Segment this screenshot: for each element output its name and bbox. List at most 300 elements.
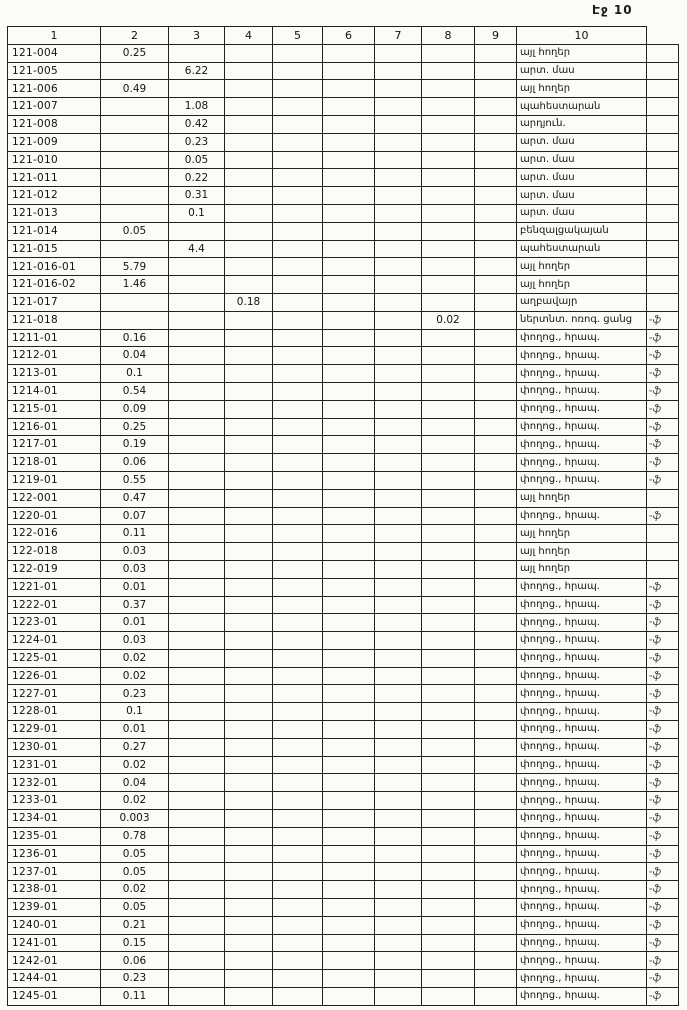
table-row [8,952,679,970]
value-cell [475,454,517,472]
land-use-label: փողոց., հրապ. [517,382,647,400]
land-use-label: փողոց., հրապ. [517,596,647,614]
value-cell [422,115,475,133]
value-cell [169,934,225,952]
value-cell: 0.23 [101,685,169,703]
value-cell [273,738,323,756]
margin-mark: ֊ֆ [647,881,679,899]
parcel-code: 1212-01 [8,347,101,365]
table-row [8,204,679,222]
value-cell [169,222,225,240]
parcel-code: 121-004 [8,44,101,62]
value-cell [422,596,475,614]
value-cell [323,899,375,917]
parcel-code: 121-016-02 [8,276,101,294]
value-cell [169,827,225,845]
value-cell [375,774,422,792]
margin-mark [647,222,679,240]
table-row [8,418,679,436]
value-cell [225,133,273,151]
value-cell [475,293,517,311]
value-cell [169,614,225,632]
value-cell [169,899,225,917]
value-cell [225,774,273,792]
value-cell [225,187,273,205]
value-cell [225,952,273,970]
margin-mark [647,240,679,258]
value-cell [225,454,273,472]
value-cell [273,418,323,436]
value-cell [475,222,517,240]
value-cell [273,543,323,561]
value-cell [323,169,375,187]
value-cell [225,667,273,685]
value-cell [422,187,475,205]
margin-mark: ֊ֆ [647,845,679,863]
value-cell [273,293,323,311]
value-cell [169,436,225,454]
value-cell [375,649,422,667]
table-row [8,738,679,756]
value-cell [323,916,375,934]
value-cell [323,703,375,721]
value-cell [273,988,323,1006]
value-cell [169,507,225,525]
value-cell [169,738,225,756]
value-cell [169,756,225,774]
parcel-code: 121-011 [8,169,101,187]
table-row [8,614,679,632]
value-cell [422,703,475,721]
parcel-code: 1222-01 [8,596,101,614]
margin-mark: ֊ֆ [647,400,679,418]
value-cell [273,792,323,810]
value-cell: 5.79 [101,258,169,276]
margin-mark: ֊ֆ [647,418,679,436]
value-cell [273,721,323,739]
value-cell [422,98,475,116]
value-cell [375,204,422,222]
value-cell [273,970,323,988]
value-cell [475,916,517,934]
land-use-label: փողոց., հրապ. [517,792,647,810]
land-use-label: փողոց., հրապ. [517,347,647,365]
table-row [8,436,679,454]
value-cell [225,222,273,240]
value-cell [101,98,169,116]
value-cell [422,507,475,525]
parcel-code: 1211-01 [8,329,101,347]
value-cell [422,400,475,418]
value-cell [422,667,475,685]
column-header: 4 [225,27,273,45]
margin-mark: ֊ֆ [647,916,679,934]
parcel-code: 121-012 [8,187,101,205]
value-cell [273,151,323,169]
table-row [8,44,679,62]
margin-mark [647,204,679,222]
table-row [8,151,679,169]
land-use-label: փողոց., հրապ. [517,685,647,703]
value-cell [323,721,375,739]
value-cell [375,970,422,988]
value-cell [422,169,475,187]
value-cell [225,578,273,596]
value-cell [273,774,323,792]
value-cell [169,365,225,383]
value-cell [225,881,273,899]
value-cell [225,80,273,98]
table-row [8,347,679,365]
value-cell [375,436,422,454]
value-cell [225,418,273,436]
value-cell [422,347,475,365]
value-cell [375,596,422,614]
table-row [8,382,679,400]
value-cell [273,258,323,276]
value-cell [422,329,475,347]
value-cell [323,667,375,685]
value-cell: 0.04 [101,774,169,792]
value-cell [323,827,375,845]
land-use-label: փողոց., հրապ. [517,578,647,596]
value-cell [422,614,475,632]
value-cell [273,98,323,116]
value-cell: 0.03 [101,632,169,650]
parcel-code: 121-017 [8,293,101,311]
value-cell [273,863,323,881]
parcel-code: 1242-01 [8,952,101,970]
value-cell [422,810,475,828]
value-cell: 0.25 [101,44,169,62]
parcel-code: 1233-01 [8,792,101,810]
value-cell [169,774,225,792]
value-cell [273,276,323,294]
value-cell [273,881,323,899]
land-use-label: փողոց., հրապ. [517,632,647,650]
land-use-label: այլ հողեր [517,489,647,507]
value-cell [273,365,323,383]
value-cell [422,525,475,543]
value-cell [323,507,375,525]
margin-mark: ֊ֆ [647,436,679,454]
value-cell [375,222,422,240]
margin-mark [647,543,679,561]
value-cell [475,80,517,98]
value-cell [225,115,273,133]
value-cell [475,738,517,756]
value-cell [422,649,475,667]
value-cell [273,44,323,62]
value-cell [422,578,475,596]
value-cell [475,614,517,632]
value-cell [169,721,225,739]
value-cell [475,988,517,1006]
value-cell [475,667,517,685]
value-cell [169,525,225,543]
margin-mark: ֊ֆ [647,365,679,383]
value-cell [225,738,273,756]
value-cell [375,721,422,739]
margin-mark [647,151,679,169]
parcel-code: 1217-01 [8,436,101,454]
margin-mark: ֊ֆ [647,934,679,952]
value-cell: 0.25 [101,418,169,436]
value-cell: 0.37 [101,596,169,614]
parcel-code: 1229-01 [8,721,101,739]
value-cell [225,382,273,400]
table-row [8,756,679,774]
column-header: 5 [273,27,323,45]
value-cell [273,204,323,222]
value-cell [475,952,517,970]
value-cell [375,899,422,917]
land-use-label: փողոց., հրապ. [517,454,647,472]
value-cell [375,382,422,400]
value-cell [169,703,225,721]
value-cell [169,863,225,881]
table-row [8,169,679,187]
value-cell [422,222,475,240]
margin-mark [647,258,679,276]
value-cell [475,62,517,80]
value-cell [422,881,475,899]
parcel-code: 1240-01 [8,916,101,934]
value-cell [375,756,422,774]
parcel-code: 121-010 [8,151,101,169]
value-cell: 0.02 [101,667,169,685]
value-cell [273,614,323,632]
value-cell [273,115,323,133]
value-cell [475,774,517,792]
value-cell [375,827,422,845]
value-cell [422,845,475,863]
value-cell [273,400,323,418]
value-cell [475,98,517,116]
land-use-label: փողոց., հրապ. [517,614,647,632]
column-header: 6 [323,27,375,45]
value-cell [475,133,517,151]
margin-mark: ֊ֆ [647,863,679,881]
value-cell [422,560,475,578]
value-cell [475,187,517,205]
value-cell [169,560,225,578]
value-cell [225,792,273,810]
value-cell [475,525,517,543]
value-cell [169,792,225,810]
margin-mark: ֊ֆ [647,471,679,489]
value-cell [225,685,273,703]
value-cell [375,525,422,543]
parcel-code: 121-016-01 [8,258,101,276]
value-cell [273,899,323,917]
column-header: 1 [8,27,101,45]
value-cell: 0.05 [169,151,225,169]
parcel-code: 121-006 [8,80,101,98]
value-cell [475,881,517,899]
value-cell [323,560,375,578]
value-cell [323,810,375,828]
value-cell [169,471,225,489]
land-use-label: փողոց., հրապ. [517,329,647,347]
parcel-code: 1216-01 [8,418,101,436]
margin-mark [647,525,679,543]
margin-mark: ֊ֆ [647,792,679,810]
value-cell [375,667,422,685]
value-cell: 0.01 [101,578,169,596]
value-cell [323,489,375,507]
value-cell [323,543,375,561]
value-cell [475,970,517,988]
value-cell [323,133,375,151]
value-cell [422,792,475,810]
margin-mark: ֊ֆ [647,347,679,365]
table-row [8,454,679,472]
value-cell [323,863,375,881]
land-use-label: փողոց., հրապ. [517,810,647,828]
value-cell [101,187,169,205]
parcel-code: 1227-01 [8,685,101,703]
land-use-label: փողոց., հրապ. [517,881,647,899]
value-cell: 0.11 [101,525,169,543]
margin-mark: ֊ֆ [647,703,679,721]
table-row [8,988,679,1006]
value-cell [323,44,375,62]
land-use-label: պահեստարան [517,240,647,258]
value-cell [323,471,375,489]
value-cell [101,293,169,311]
land-use-label: փողոց., հրապ. [517,738,647,756]
value-cell: 0.15 [101,934,169,952]
parcel-code: 122-018 [8,543,101,561]
value-cell: 0.49 [101,80,169,98]
margin-mark: ֊ֆ [647,685,679,703]
value-cell [422,988,475,1006]
value-cell [475,151,517,169]
value-cell [169,489,225,507]
value-cell [323,187,375,205]
value-cell [273,311,323,329]
value-cell [375,258,422,276]
value-cell: 0.01 [101,721,169,739]
land-use-label: փողոց., հրապ. [517,400,647,418]
table-row [8,899,679,917]
value-cell [375,632,422,650]
margin-spacer [647,27,679,45]
value-cell [475,703,517,721]
value-cell: 4.4 [169,240,225,258]
value-cell [323,756,375,774]
value-cell [475,418,517,436]
table-body [8,44,679,1005]
value-cell [475,934,517,952]
value-cell [225,258,273,276]
value-cell [323,347,375,365]
table-row [8,133,679,151]
value-cell: 0.54 [101,382,169,400]
value-cell [422,365,475,383]
value-cell [101,62,169,80]
table-row [8,311,679,329]
land-use-label: փողոց., հրապ. [517,774,647,792]
parcel-code: 1239-01 [8,899,101,917]
value-cell [225,436,273,454]
value-cell [101,133,169,151]
value-cell [323,329,375,347]
value-cell [475,489,517,507]
value-cell: 0.1 [101,703,169,721]
value-cell [475,240,517,258]
column-header: 2 [101,27,169,45]
margin-mark: ֊ֆ [647,596,679,614]
value-cell [323,614,375,632]
value-cell [422,133,475,151]
value-cell [101,151,169,169]
column-header: 3 [169,27,225,45]
value-cell [273,240,323,258]
value-cell [323,311,375,329]
value-cell [323,98,375,116]
value-cell [422,738,475,756]
margin-mark [647,169,679,187]
value-cell [101,240,169,258]
value-cell [273,489,323,507]
parcel-code: 121-005 [8,62,101,80]
parcel-code: 1215-01 [8,400,101,418]
value-cell [273,827,323,845]
value-cell [225,311,273,329]
value-cell: 0.04 [101,347,169,365]
value-cell [169,44,225,62]
value-cell [225,543,273,561]
value-cell [273,703,323,721]
value-cell [169,970,225,988]
value-cell [323,970,375,988]
value-cell [375,792,422,810]
table-row [8,667,679,685]
table-row [8,703,679,721]
column-header: 8 [422,27,475,45]
value-cell [375,845,422,863]
value-cell: 1.08 [169,98,225,116]
value-cell [169,988,225,1006]
land-use-label: փողոց., հրապ. [517,916,647,934]
value-cell [225,347,273,365]
value-cell [273,507,323,525]
margin-mark [647,133,679,151]
value-cell [323,881,375,899]
table-row [8,970,679,988]
margin-mark: ֊ֆ [647,899,679,917]
value-cell [422,454,475,472]
value-cell [273,649,323,667]
margin-mark: ֊ֆ [647,738,679,756]
land-use-label: արդյուն. [517,115,647,133]
value-cell [475,632,517,650]
value-cell [169,258,225,276]
value-cell [475,756,517,774]
parcel-code: 1236-01 [8,845,101,863]
value-cell [375,685,422,703]
margin-mark: ֊ֆ [647,507,679,525]
value-cell [375,543,422,561]
value-cell: 0.06 [101,952,169,970]
table-row [8,293,679,311]
value-cell [273,471,323,489]
value-cell [475,169,517,187]
value-cell: 0.78 [101,827,169,845]
table-row [8,98,679,116]
